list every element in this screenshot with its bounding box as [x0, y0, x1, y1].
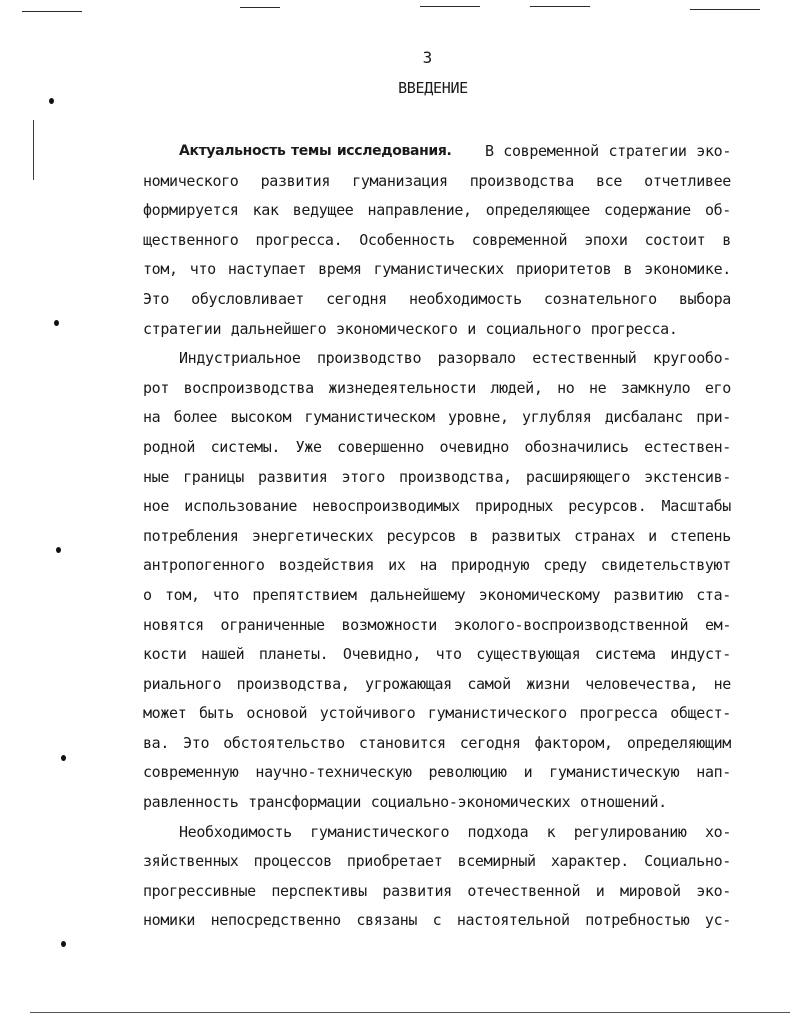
binding-hole-3 [56, 547, 61, 553]
word: их [388, 556, 406, 575]
word: гуманистических [373, 260, 504, 279]
text-line [143, 285, 731, 315]
word: воспроизводства [183, 378, 314, 397]
word: совершенно [337, 437, 424, 456]
text-line-content [143, 729, 731, 759]
text-line-content [179, 818, 731, 848]
word: рот [143, 378, 170, 397]
word: что [435, 645, 462, 664]
binding-hole-4 [61, 755, 66, 761]
word: энергетических [251, 526, 374, 545]
text-line-content [143, 699, 731, 729]
word: обозначились [524, 437, 629, 456]
word: Социально- [644, 852, 731, 871]
word: подхода [467, 822, 529, 841]
text-line-content [179, 344, 731, 374]
text-line-content [143, 374, 731, 404]
word: становится [358, 733, 446, 752]
word: наступает [227, 260, 307, 279]
word: приоритетов [515, 260, 612, 279]
binding-hole-5 [61, 941, 66, 947]
word: время [318, 260, 362, 279]
text-line [143, 522, 731, 552]
text-line [143, 403, 731, 433]
word: номики [143, 911, 196, 930]
text-line-content [143, 167, 731, 197]
word: перспективы [271, 881, 367, 900]
binding-hole-2 [54, 320, 59, 326]
word: том, [143, 260, 178, 279]
word: быть [199, 704, 234, 723]
word: развития [257, 467, 328, 486]
word: невоспроизводимых [312, 497, 460, 516]
word: Это [143, 289, 170, 308]
word: прогресса [579, 704, 658, 723]
word: развитых [491, 526, 561, 545]
word: кости [143, 645, 187, 664]
word: к [546, 822, 556, 841]
word: как [252, 201, 279, 220]
text-line [143, 877, 731, 907]
text-line [143, 344, 731, 374]
word: необходимость [408, 289, 522, 308]
word: самой [467, 674, 511, 693]
word: гуманистического [310, 822, 450, 841]
word: развития [382, 881, 452, 900]
word: непосредственно [210, 911, 341, 930]
word: риального [143, 674, 222, 693]
word: ограниченные [220, 615, 325, 634]
word: может [143, 704, 187, 723]
text-line-content: стратегии дальнейшего экономического и социального прогресса. [143, 319, 678, 338]
word: современную [143, 763, 239, 782]
text-line [143, 492, 731, 522]
word: в [469, 526, 479, 545]
word: ва. [143, 733, 170, 752]
text-line-content [143, 758, 731, 788]
word: направление, [367, 201, 472, 220]
word: на [419, 556, 437, 575]
word: производство [316, 349, 422, 368]
word: экономике. [644, 260, 731, 279]
word: что [213, 585, 240, 604]
word: эко- [696, 881, 731, 900]
scan-edge-bottom [30, 1012, 790, 1013]
word: отчетливее [644, 171, 731, 190]
page-number: 3 [422, 48, 433, 67]
word: Уже [295, 437, 322, 456]
word: формируется [143, 201, 239, 220]
text-line-content [143, 611, 731, 641]
word: обстоятельство [223, 733, 345, 752]
word: уровне, [447, 408, 509, 427]
word: при- [696, 408, 731, 427]
word: более [173, 408, 218, 427]
word: содержание [604, 201, 691, 220]
word: современной [471, 230, 568, 249]
text-line-content [143, 403, 731, 433]
word: ные [143, 467, 170, 486]
text-line [143, 581, 731, 611]
word: очевидно [439, 437, 509, 456]
word: отечественной [467, 881, 581, 900]
text-line-content [143, 255, 731, 285]
scan-edge-top-center [240, 7, 280, 8]
word: гуманистического [427, 704, 567, 723]
word: зяйственных [143, 852, 239, 871]
word: система [594, 645, 656, 664]
word: воздействия [278, 556, 375, 575]
word: процессов [253, 852, 332, 871]
word: и [523, 763, 533, 782]
text-line-content [143, 877, 731, 907]
word: общест- [670, 704, 731, 723]
text-line-content [143, 670, 731, 700]
word: прогресса. [255, 230, 343, 249]
word: эпохи [584, 230, 628, 249]
word: дисбаланс [604, 408, 683, 427]
text-line-content [143, 226, 731, 256]
text-line [143, 906, 731, 936]
word: что [189, 260, 216, 279]
word: сегодня [326, 289, 387, 308]
binding-hole-1 [49, 98, 54, 104]
word: Индустриальное [179, 349, 301, 368]
word: антропогенного [143, 556, 265, 575]
text-line [143, 758, 731, 788]
word: нашей [200, 645, 245, 664]
word: естественный [532, 349, 637, 368]
word: препятствием [252, 585, 357, 604]
word: возможности [341, 615, 437, 634]
word: потребления [143, 526, 239, 545]
text-line-content [143, 522, 731, 552]
word: гуманизация [352, 171, 448, 190]
text-line-content [143, 492, 731, 522]
word: развития [260, 171, 331, 190]
word: мировой [619, 881, 681, 900]
text-line-content [143, 285, 731, 315]
word: с [432, 911, 442, 930]
word: устойчивого [319, 704, 416, 723]
word: развитию [613, 585, 683, 604]
text-line-content [143, 906, 731, 936]
word: характер. [550, 852, 629, 871]
word: определяющее [485, 201, 590, 220]
word: ус- [704, 911, 731, 930]
word: углубляя [522, 408, 592, 427]
document-body [143, 137, 731, 936]
word: расширяющего [525, 467, 631, 486]
word: существующая [476, 645, 581, 664]
word: том, [164, 585, 200, 604]
word: приобретает [346, 852, 443, 871]
word: угрожающая [365, 674, 452, 693]
text-line [143, 640, 731, 670]
word: системы. [210, 437, 281, 456]
word: экономическому [478, 585, 601, 604]
word: номического [143, 171, 239, 190]
word: ем- [704, 615, 731, 634]
word: нап- [696, 763, 731, 782]
text-line [143, 226, 731, 256]
word: об- [704, 201, 731, 220]
word: в [722, 230, 731, 249]
text-line-content [143, 640, 731, 670]
word: высоком [230, 408, 292, 427]
scan-edge-top-left [22, 11, 82, 12]
word: фактором, [534, 733, 613, 752]
text-line-content [143, 433, 731, 463]
word: степень [670, 526, 731, 545]
word: Особенность [359, 230, 455, 249]
word: людей, [490, 378, 543, 397]
text-line [143, 137, 731, 167]
word: не [588, 378, 607, 397]
word: использование [184, 497, 298, 516]
word: среду [543, 556, 587, 575]
text-line [143, 255, 731, 285]
word: замкнуло [620, 378, 691, 397]
word: Очевидно, [342, 645, 422, 664]
word: его [704, 378, 731, 397]
text-line [143, 551, 731, 581]
word: Масштабы [661, 497, 731, 516]
word: выбора [678, 289, 731, 308]
section-title: ВВЕДЕНИЕ [398, 79, 468, 97]
word: индуст- [670, 645, 731, 664]
word: ресурсов. [568, 497, 647, 516]
word: Необходимость [179, 822, 292, 841]
word: сегодня [459, 733, 521, 752]
word: прогрессивные [143, 881, 256, 900]
word: природных [474, 497, 554, 516]
word: связаны [356, 911, 418, 930]
word: свидетельствуют [600, 556, 731, 575]
word: и [648, 526, 657, 545]
word: разорвало [437, 349, 516, 368]
text-line [143, 611, 731, 641]
word: Это [183, 733, 210, 752]
word: жизнедеятельности [328, 378, 476, 397]
word: научно-техническую [255, 763, 412, 782]
text-line-content [143, 581, 731, 611]
text-line-content: В современной стратегии эко- [484, 142, 731, 160]
word: эколого-воспроизводственной [453, 615, 689, 634]
word: состоит [644, 230, 706, 249]
word: определяющим [626, 733, 731, 752]
lead-heading: Актуальность темы исследования. [179, 143, 452, 159]
word: потребностью [585, 911, 690, 930]
word: не [713, 674, 731, 693]
word: ведущее [292, 201, 354, 220]
word: и [595, 881, 605, 900]
word: регулированию [573, 822, 687, 841]
text-line [143, 729, 731, 759]
text-line-content: равленность трансформации социально-экономических отношений. [143, 793, 667, 812]
text-line [143, 374, 731, 404]
text-line [143, 463, 731, 493]
word: но [557, 378, 575, 397]
word: обусловливает [191, 289, 304, 308]
text-line [143, 167, 731, 197]
text-line [143, 196, 731, 226]
text-line [143, 818, 731, 848]
text-line [143, 788, 731, 818]
word: человечества, [585, 674, 699, 693]
word: хо- [704, 822, 731, 841]
word: производства, [236, 674, 350, 693]
text-line-content [143, 551, 731, 581]
word: о [143, 585, 152, 604]
text-line [143, 315, 731, 345]
text-line-content [143, 847, 731, 877]
word: кругообо- [652, 349, 731, 368]
text-line [143, 847, 731, 877]
word: в [623, 260, 633, 279]
text-line-content [143, 196, 731, 226]
word: ста- [696, 585, 731, 604]
word: производства, [398, 467, 512, 486]
word: новятся [143, 615, 204, 634]
word: границы [183, 467, 244, 486]
text-line [143, 433, 731, 463]
scan-edge-top-center-2 [420, 6, 480, 7]
word: природную [451, 556, 530, 575]
word: родной [143, 437, 196, 456]
word: на [143, 408, 161, 427]
word: щественного [143, 230, 239, 249]
word: революцию [428, 763, 507, 782]
word: дальнейшему [369, 585, 466, 604]
word: производства [469, 171, 574, 190]
text-line-content [143, 463, 731, 493]
word: жизни [526, 674, 570, 693]
word: ное [143, 497, 170, 516]
word: все [596, 171, 623, 190]
word: сознательного [543, 289, 657, 308]
text-line [143, 670, 731, 700]
word: настоятельной [456, 911, 570, 930]
word: всемирный [457, 852, 536, 871]
scan-edge-top-right [530, 6, 590, 7]
word: гуманистическом [304, 408, 435, 427]
word: планеты. [258, 645, 329, 664]
text-line [143, 699, 731, 729]
word: этого [341, 467, 385, 486]
word: странах [574, 526, 635, 545]
scan-edge-top-far-right [690, 9, 760, 10]
scan-edge-left [33, 120, 34, 180]
word: ресурсов [386, 526, 457, 545]
word: гуманистическую [549, 763, 680, 782]
word: основой [246, 704, 308, 723]
word: экстенсив- [644, 467, 731, 486]
word: естествен- [644, 437, 731, 456]
